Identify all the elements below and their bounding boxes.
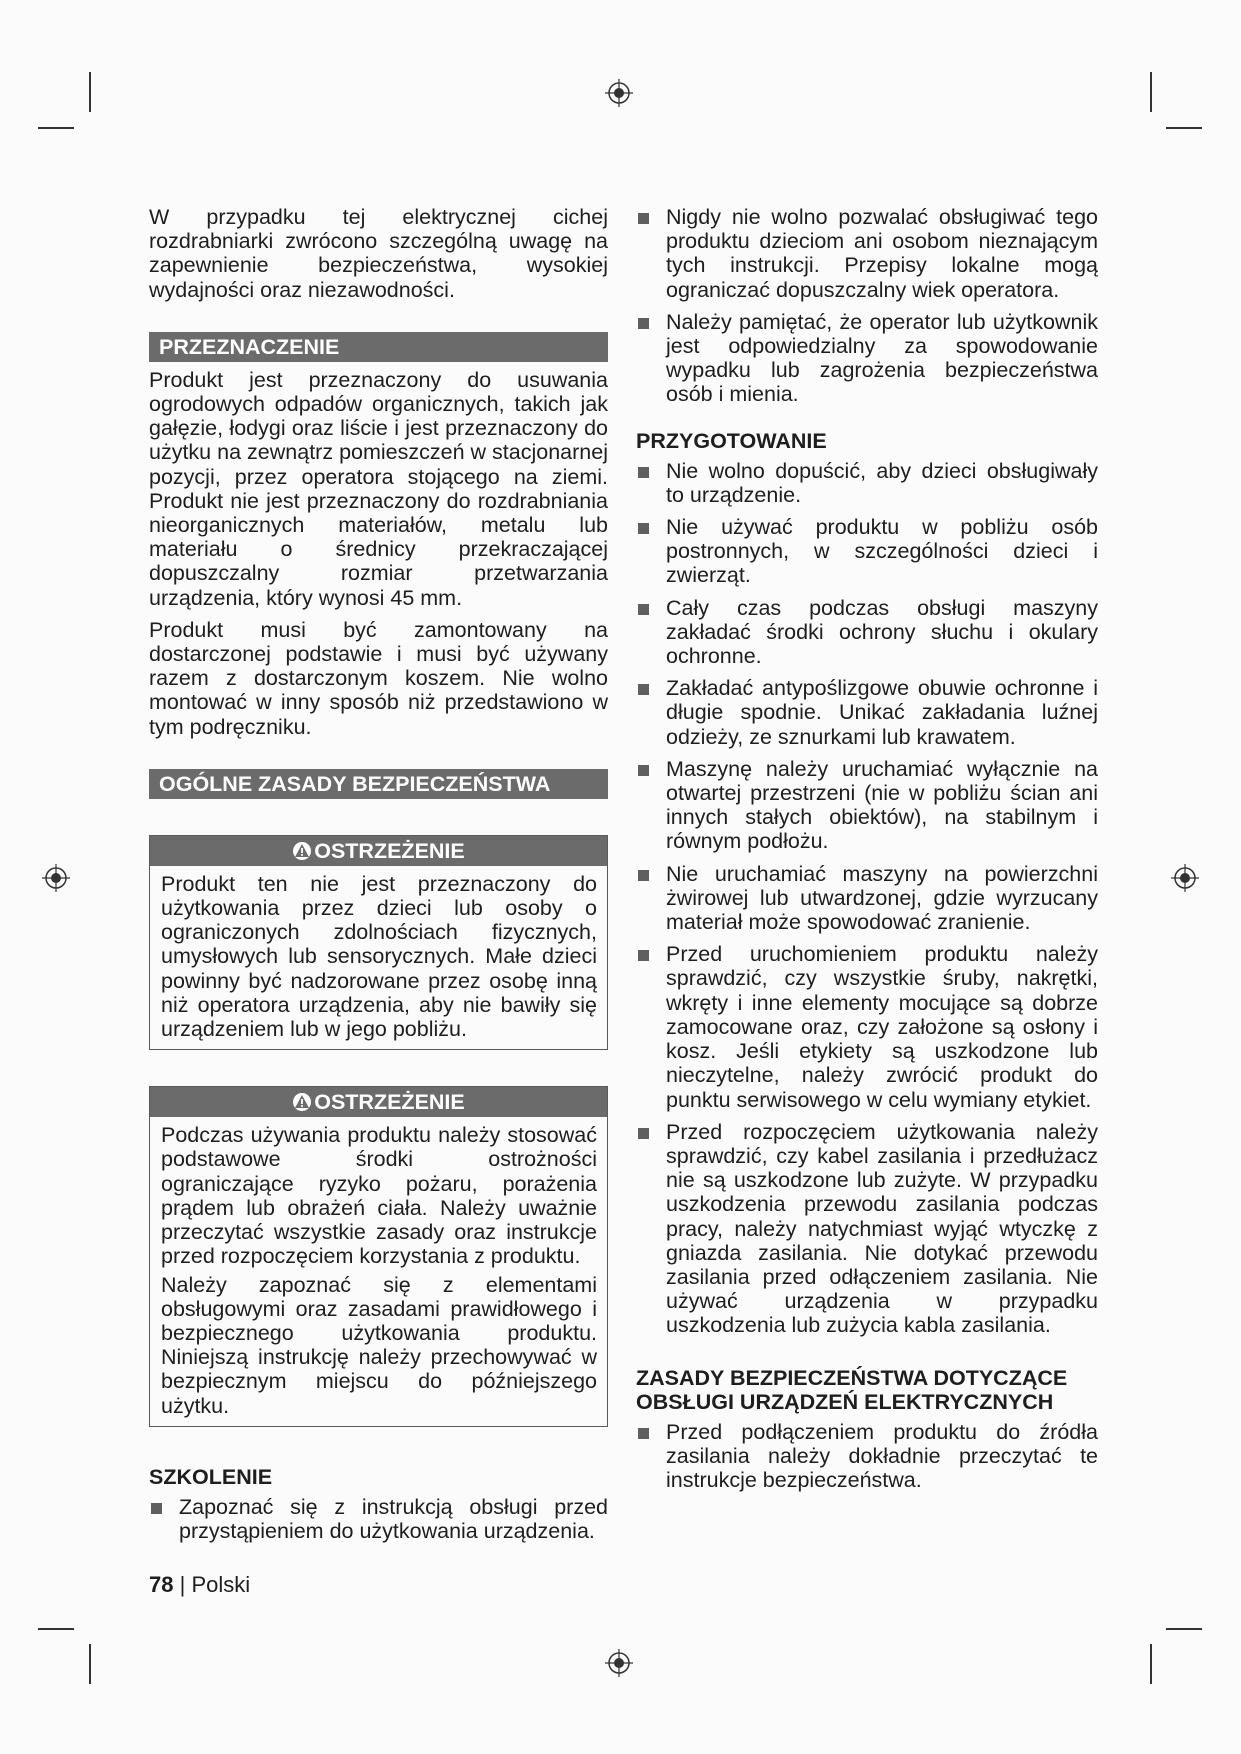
list-item: Nie wolno dopuścić, aby dzieci obsługiwały to urządzenie.	[636, 459, 1098, 507]
warning-text: Podczas używania produktu należy stosować podstawowe środki ostrożności ograniczające ryzyko pożaru, porażenia prądem lub obrażeń ciała. Należy uważnie przeczytać wszystkie zasady oraz instrukcje przed rozpoczęciem korzystania z produktu.	[161, 1123, 597, 1269]
crop-mark	[1166, 127, 1202, 129]
bullet-icon	[638, 213, 649, 224]
bullet-icon	[638, 765, 649, 776]
bullet-icon	[638, 467, 649, 478]
bullet-icon	[638, 950, 649, 961]
warning-title: OSTRZEŻENIE	[314, 838, 465, 863]
warning-box-2	[149, 1086, 608, 1426]
bullet-icon	[638, 1428, 649, 1439]
warning-icon	[292, 1092, 312, 1112]
szkolenie-continued-list	[636, 205, 1098, 407]
bullet-icon	[638, 523, 649, 534]
registration-mark-icon	[40, 862, 72, 894]
szkolenie-list	[149, 1495, 608, 1543]
przeznaczenie-paragraph-2: Produkt musi być zamontowany na dostarczonej podstawie i musi być używany razem z dostarczonym koszem. Nie wolno montować w inny sposób niż przedstawiono w tym podręczniku.	[149, 617, 608, 739]
list-item: Nie używać produktu w pobliżu osób postronnych, w szczególności dzieci i zwierząt.	[636, 515, 1098, 588]
list-item: Przed rozpoczęciem użytkowania należy sprawdzić, czy kabel zasilania i przedłużacz nie są uszkodzone lub zużyte. W przypadku uszkodzenia przewodu zasilania podczas pracy, należy natychmiast wyjąć wtyczkę z gniazda zasilania. Nie dotykać przewodu zasilania przed odłączeniem zasilania. Nie używać urządzenia w przypadku uszkodzenia lub zużycia kabla zasilania.	[636, 1120, 1098, 1338]
page-footer	[149, 1572, 250, 1598]
section-title-elektryczne: ZASADY BEZPIECZEŃSTWA DOTYCZĄCE OBSŁUGI URZĄDZEŃ ELEKTRYCZNYCH	[636, 1365, 1068, 1414]
warning-title: OSTRZEŻENIE	[314, 1090, 465, 1115]
bullet-icon	[638, 870, 649, 881]
section-title-zasady: OGÓLNE ZASADY BEZPIECZEŃSTWA	[149, 769, 608, 799]
bullet-icon	[638, 604, 649, 615]
list-item: Nie uruchamiać maszyny na powierzchni żwirowej lub utwardzonej, gdzie wyrzucany materiał może spowodować zranienie.	[636, 862, 1098, 935]
crop-mark	[1150, 72, 1152, 112]
przeznaczenie-paragraph-1: Produkt jest przeznaczony do usuwania ogrodowych odpadów organicznych, takich jak gałęzie, łodygi oraz liście i jest przeznaczony do użytku na zewnątrz pomieszczeń w stacjonarnej pozycji, przez operatora stojącego na ziemi. Produkt nie jest przeznaczony do rozdrabniania nieorganicznych materiałów, metalu lub materiału o średnicy przekraczającej dopuszczalny rozmiar przetwarzania urządzenia, który wynosi 45 mm.	[149, 367, 608, 610]
warning-box-1	[149, 835, 608, 1050]
bullet-icon	[638, 684, 649, 695]
registration-mark-icon	[603, 1647, 635, 1679]
registration-mark-icon	[1169, 862, 1201, 894]
right-column	[636, 205, 1098, 1500]
crop-mark	[89, 72, 91, 112]
bullet-icon	[638, 1128, 649, 1139]
bullet-icon	[638, 318, 649, 329]
list-item: Cały czas podczas obsługi maszyny zakładać środki ochrony słuchu i okulary ochronne.	[636, 596, 1098, 669]
list-item: Nigdy nie wolno pozwalać obsługiwać tego produktu dzieciom ani osobom nieznającym tych instrukcji. Przepisy lokalne mogą ograniczać dopuszczalny wiek operatora.	[636, 205, 1098, 302]
section-title-przeznaczenie: PRZEZNACZENIE	[149, 332, 608, 362]
warning-header	[150, 1087, 607, 1117]
crop-mark	[89, 1644, 91, 1684]
elektryczne-list	[636, 1420, 1098, 1493]
crop-mark	[38, 1628, 74, 1630]
warning-header	[150, 836, 607, 866]
crop-mark	[1166, 1628, 1202, 1630]
przygotowanie-list	[636, 459, 1098, 1338]
list-item: Zakładać antypoślizgowe obuwie ochronne i długie spodnie. Unikać zakładania luźnej odzieży, ze sznurkami lub krawatem.	[636, 676, 1098, 749]
warning-text: Produkt ten nie jest przeznaczony do użytkowania przez dzieci lub osoby o ograniczonych zdolnościach fizycznych, umysłowych lub sensorycznych. Małe dzieci powinny być nadzorowane przez osobę inną niż operatora urządzenia, aby nie bawiły się urządzeniem lub w jego pobliżu.	[161, 871, 597, 1042]
warning-icon	[292, 841, 312, 861]
list-item: Należy pamiętać, że operator lub użytkownik jest odpowiedzialny za spowodowanie wypadku lub zagrożenia bezpieczeństwa osób i mienia.	[636, 310, 1098, 407]
left-column	[149, 205, 608, 1551]
warning-text: Należy zapoznać się z elementami obsługowymi oraz zasadami prawidłowego i bezpiecznego użytkowania produktu. Niniejszą instrukcję należy przechowywać w bezpiecznym miejscu do późniejszego użytku.	[161, 1272, 597, 1418]
intro-paragraph: W przypadku tej elektrycznej cichej rozdrabniarki zwrócono szczególną uwagę na zapewnienie bezpieczeństwa, wysokiej wydajności oraz niezawodności.	[149, 205, 608, 302]
footer-language: Polski	[191, 1572, 251, 1597]
list-item: Zapoznać się z instrukcją obsługi przed przystąpieniem do użytkowania urządzenia.	[149, 1495, 608, 1543]
list-item: Maszynę należy uruchamiać wyłącznie na otwartej przestrzeni (nie w pobliżu ścian ani innych stałych obiektów), na stabilnym i równym podłożu.	[636, 757, 1098, 854]
crop-mark	[38, 127, 74, 129]
section-title-szkolenie: SZKOLENIE	[149, 1464, 273, 1489]
bullet-icon	[151, 1503, 162, 1514]
page-number: 78	[149, 1572, 174, 1597]
crop-mark	[1150, 1644, 1152, 1684]
section-title-przygotowanie: PRZYGOTOWANIE	[636, 428, 827, 453]
list-item: Przed uruchomieniem produktu należy sprawdzić, czy wszystkie śruby, nakrętki, wkręty i inne elementy mocujące są dobrze zamocowane oraz, czy założone są osłony i kosz. Jeśli etykiety są uszkodzone lub nieczytelne, należy zwrócić produkt do punktu serwisowego w celu wymiany etykiet.	[636, 942, 1098, 1111]
footer-separator: |	[179, 1572, 186, 1597]
registration-mark-icon	[603, 77, 635, 109]
list-item: Przed podłączeniem produktu do źródła zasilania należy dokładnie przeczytać te instrukcje bezpieczeństwa.	[636, 1420, 1098, 1493]
